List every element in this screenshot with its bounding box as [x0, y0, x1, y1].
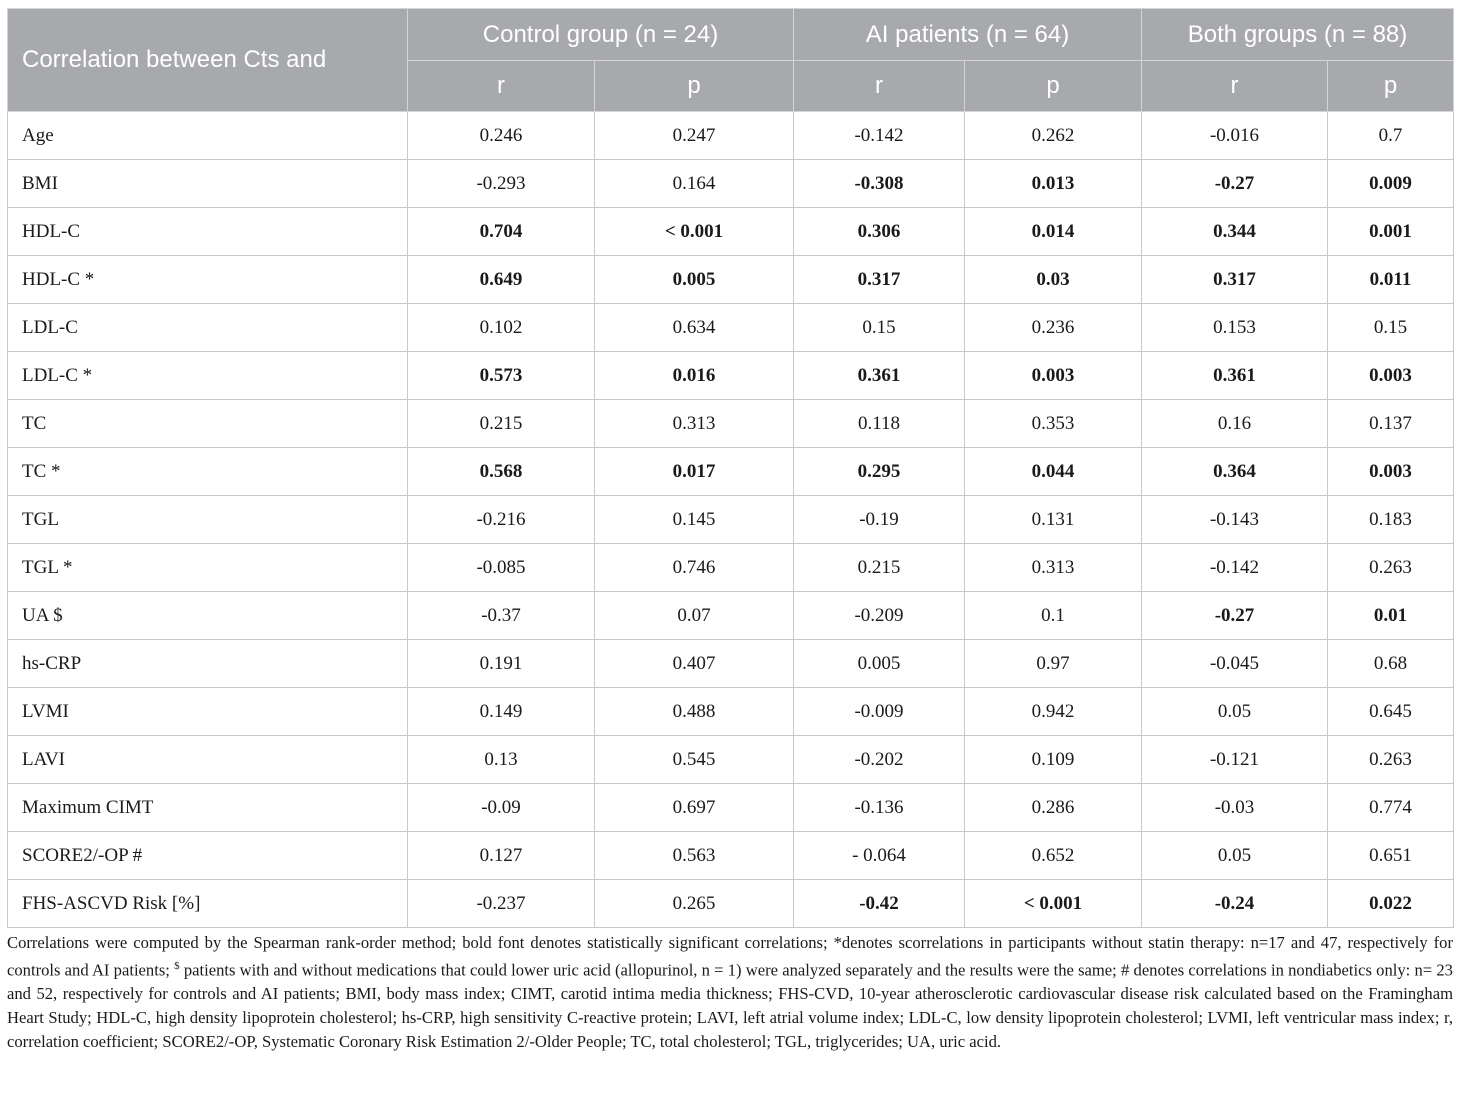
cell-p-value: 0.634 [595, 304, 794, 352]
row-label: hs-CRP [8, 640, 408, 688]
table-row [8, 208, 1454, 256]
cell-r-value: 0.306 [794, 208, 965, 256]
cell-p-value: 0.353 [965, 400, 1142, 448]
cell-p-value: 0.563 [595, 832, 794, 880]
table-row [8, 736, 1454, 784]
cell-r-value: 0.364 [1142, 448, 1328, 496]
cell-p-value: 0.286 [965, 784, 1142, 832]
cell-p-value: 0.7 [1328, 112, 1454, 160]
cell-p-value: 0.003 [965, 352, 1142, 400]
row-label: BMI [8, 160, 408, 208]
cell-p-value: 0.022 [1328, 880, 1454, 928]
row-label: Maximum CIMT [8, 784, 408, 832]
cell-p-value: 0.313 [595, 400, 794, 448]
row-label: LVMI [8, 688, 408, 736]
cell-p-value: 0.652 [965, 832, 1142, 880]
group-header-both-groups: Both groups (n = 88) [1142, 9, 1454, 61]
row-label: SCORE2/-OP # [8, 832, 408, 880]
cell-p-value: 0.109 [965, 736, 1142, 784]
cell-r-value: 0.118 [794, 400, 965, 448]
cell-r-value: -0.293 [408, 160, 595, 208]
sub-header-p: p [1328, 61, 1454, 112]
cell-p-value: 0.697 [595, 784, 794, 832]
table-row [8, 112, 1454, 160]
table-row [8, 160, 1454, 208]
cell-p-value: 0.01 [1328, 592, 1454, 640]
cell-r-value: 0.344 [1142, 208, 1328, 256]
cell-r-value: -0.143 [1142, 496, 1328, 544]
table-body [8, 112, 1454, 928]
sub-header-p: p [595, 61, 794, 112]
cell-r-value: 0.573 [408, 352, 595, 400]
group-header-ai-patients: AI patients (n = 64) [794, 9, 1142, 61]
cell-r-value: -0.27 [1142, 160, 1328, 208]
cell-p-value: 0.145 [595, 496, 794, 544]
cell-r-value: -0.03 [1142, 784, 1328, 832]
cell-p-value: 0.68 [1328, 640, 1454, 688]
cell-r-value: -0.085 [408, 544, 595, 592]
cell-p-value: 0.247 [595, 112, 794, 160]
cell-r-value: -0.42 [794, 880, 965, 928]
cell-p-value: 0.014 [965, 208, 1142, 256]
correlation-table-container [7, 8, 1453, 928]
table-row [8, 400, 1454, 448]
cell-r-value: -0.209 [794, 592, 965, 640]
cell-r-value: 0.05 [1142, 832, 1328, 880]
row-label: TC * [8, 448, 408, 496]
table-row [8, 448, 1454, 496]
cell-p-value: 0.407 [595, 640, 794, 688]
cell-r-value: -0.136 [794, 784, 965, 832]
cell-p-value: 0.183 [1328, 496, 1454, 544]
cell-r-value: -0.009 [794, 688, 965, 736]
cell-p-value: 0.003 [1328, 352, 1454, 400]
cell-p-value: 0.017 [595, 448, 794, 496]
cell-p-value: 0.009 [1328, 160, 1454, 208]
cell-r-value: -0.016 [1142, 112, 1328, 160]
cell-r-value: -0.308 [794, 160, 965, 208]
cell-r-value: 0.317 [794, 256, 965, 304]
cell-r-value: -0.27 [1142, 592, 1328, 640]
table-row [8, 304, 1454, 352]
row-label: TC [8, 400, 408, 448]
cell-p-value: 0.942 [965, 688, 1142, 736]
cell-r-value: - 0.064 [794, 832, 965, 880]
cell-p-value: 0.313 [965, 544, 1142, 592]
cell-r-value: -0.37 [408, 592, 595, 640]
cell-r-value: 0.05 [1142, 688, 1328, 736]
row-label: UA $ [8, 592, 408, 640]
cell-p-value: 0.746 [595, 544, 794, 592]
footnote-superscript: $ [174, 959, 180, 972]
cell-r-value: -0.142 [794, 112, 965, 160]
row-label: LAVI [8, 736, 408, 784]
corner-header: Correlation between Cts and [8, 9, 408, 112]
cell-r-value: 0.191 [408, 640, 595, 688]
cell-p-value: 0.265 [595, 880, 794, 928]
cell-p-value: 0.005 [595, 256, 794, 304]
cell-r-value: -0.045 [1142, 640, 1328, 688]
cell-r-value: 0.005 [794, 640, 965, 688]
cell-p-value: < 0.001 [965, 880, 1142, 928]
cell-r-value: 0.15 [794, 304, 965, 352]
cell-r-value: 0.649 [408, 256, 595, 304]
table-row [8, 592, 1454, 640]
cell-r-value: 0.704 [408, 208, 595, 256]
cell-r-value: -0.24 [1142, 880, 1328, 928]
cell-p-value: 0.262 [965, 112, 1142, 160]
cell-p-value: 0.001 [1328, 208, 1454, 256]
cell-r-value: 0.246 [408, 112, 595, 160]
cell-r-value: 0.361 [1142, 352, 1328, 400]
cell-p-value: 0.013 [965, 160, 1142, 208]
row-label: LDL-C [8, 304, 408, 352]
cell-p-value: 0.545 [595, 736, 794, 784]
row-label: FHS-ASCVD Risk [%] [8, 880, 408, 928]
cell-p-value: 0.263 [1328, 544, 1454, 592]
cell-p-value: 0.651 [1328, 832, 1454, 880]
cell-r-value: 0.16 [1142, 400, 1328, 448]
table-row [8, 688, 1454, 736]
row-label: Age [8, 112, 408, 160]
cell-p-value: 0.03 [965, 256, 1142, 304]
table-row [8, 880, 1454, 928]
cell-r-value: 0.215 [794, 544, 965, 592]
cell-p-value: 0.164 [595, 160, 794, 208]
cell-r-value: 0.317 [1142, 256, 1328, 304]
table-row [8, 256, 1454, 304]
sub-header-r: r [1142, 61, 1328, 112]
cell-r-value: -0.19 [794, 496, 965, 544]
footnote-text: Correlations were computed by the Spearman rank-order method; bold font denotes statistically significant correlations; *denotes scorrelations in participants without statin therapy: n=17 and 47, respectively for controls and AI patients; [7, 933, 1453, 980]
table-row [8, 784, 1454, 832]
cell-r-value: -0.09 [408, 784, 595, 832]
cell-p-value: 0.016 [595, 352, 794, 400]
cell-r-value: 0.102 [408, 304, 595, 352]
cell-r-value: -0.142 [1142, 544, 1328, 592]
cell-r-value: 0.295 [794, 448, 965, 496]
correlation-table [7, 8, 1454, 928]
cell-p-value: 0.044 [965, 448, 1142, 496]
cell-p-value: 0.07 [595, 592, 794, 640]
cell-r-value: 0.361 [794, 352, 965, 400]
cell-r-value: -0.202 [794, 736, 965, 784]
footnote-text: patients with and without medications that could lower uric acid (allopurinol, n = 1) were analyzed separately and the results were the same; # denotes correlations in nondiabetics only: n= 23 and 52, respectively for controls and AI patients; BMI, body mass index; CIMT, carotid intima media thickness; FHS-CVD, 10-year atherosclerotic cardiovascular disease risk calculated based on the Framingham Heart Study; HDL-C, high density lipoprotein cholesterol; hs-CRP, high sensitivity C-reactive protein; LAVI, left atrial volume index; LDL-C, low density lipoprotein cholesterol; LVMI, left ventricular mass index; r, correlation coefficient; SCORE2/-OP, Systematic Coronary Risk Estimation 2/-Older People; TC, total cholesterol; TGL, triglycerides; UA, uric acid. [7, 960, 1453, 1052]
cell-r-value: 0.215 [408, 400, 595, 448]
sub-header-r: r [408, 61, 595, 112]
cell-p-value: 0.1 [965, 592, 1142, 640]
sub-header-p: p [965, 61, 1142, 112]
sub-header-r: r [794, 61, 965, 112]
cell-p-value: 0.131 [965, 496, 1142, 544]
row-label: HDL-C * [8, 256, 408, 304]
cell-p-value: 0.263 [1328, 736, 1454, 784]
table-footnote [7, 931, 1453, 1054]
cell-p-value: 0.011 [1328, 256, 1454, 304]
cell-r-value: 0.127 [408, 832, 595, 880]
table-row [8, 496, 1454, 544]
cell-r-value: -0.216 [408, 496, 595, 544]
cell-p-value: 0.488 [595, 688, 794, 736]
row-label: HDL-C [8, 208, 408, 256]
cell-p-value: < 0.001 [595, 208, 794, 256]
cell-p-value: 0.137 [1328, 400, 1454, 448]
cell-p-value: 0.774 [1328, 784, 1454, 832]
cell-r-value: 0.149 [408, 688, 595, 736]
cell-r-value: 0.568 [408, 448, 595, 496]
row-label: LDL-C * [8, 352, 408, 400]
cell-p-value: 0.645 [1328, 688, 1454, 736]
cell-r-value: -0.121 [1142, 736, 1328, 784]
cell-r-value: 0.153 [1142, 304, 1328, 352]
table-header [8, 9, 1454, 112]
table-row [8, 640, 1454, 688]
row-label: TGL * [8, 544, 408, 592]
cell-r-value: -0.237 [408, 880, 595, 928]
cell-p-value: 0.236 [965, 304, 1142, 352]
group-header-control: Control group (n = 24) [408, 9, 794, 61]
cell-p-value: 0.97 [965, 640, 1142, 688]
table-row [8, 352, 1454, 400]
cell-p-value: 0.003 [1328, 448, 1454, 496]
table-row [8, 832, 1454, 880]
cell-r-value: 0.13 [408, 736, 595, 784]
row-label: TGL [8, 496, 408, 544]
cell-p-value: 0.15 [1328, 304, 1454, 352]
table-row [8, 544, 1454, 592]
